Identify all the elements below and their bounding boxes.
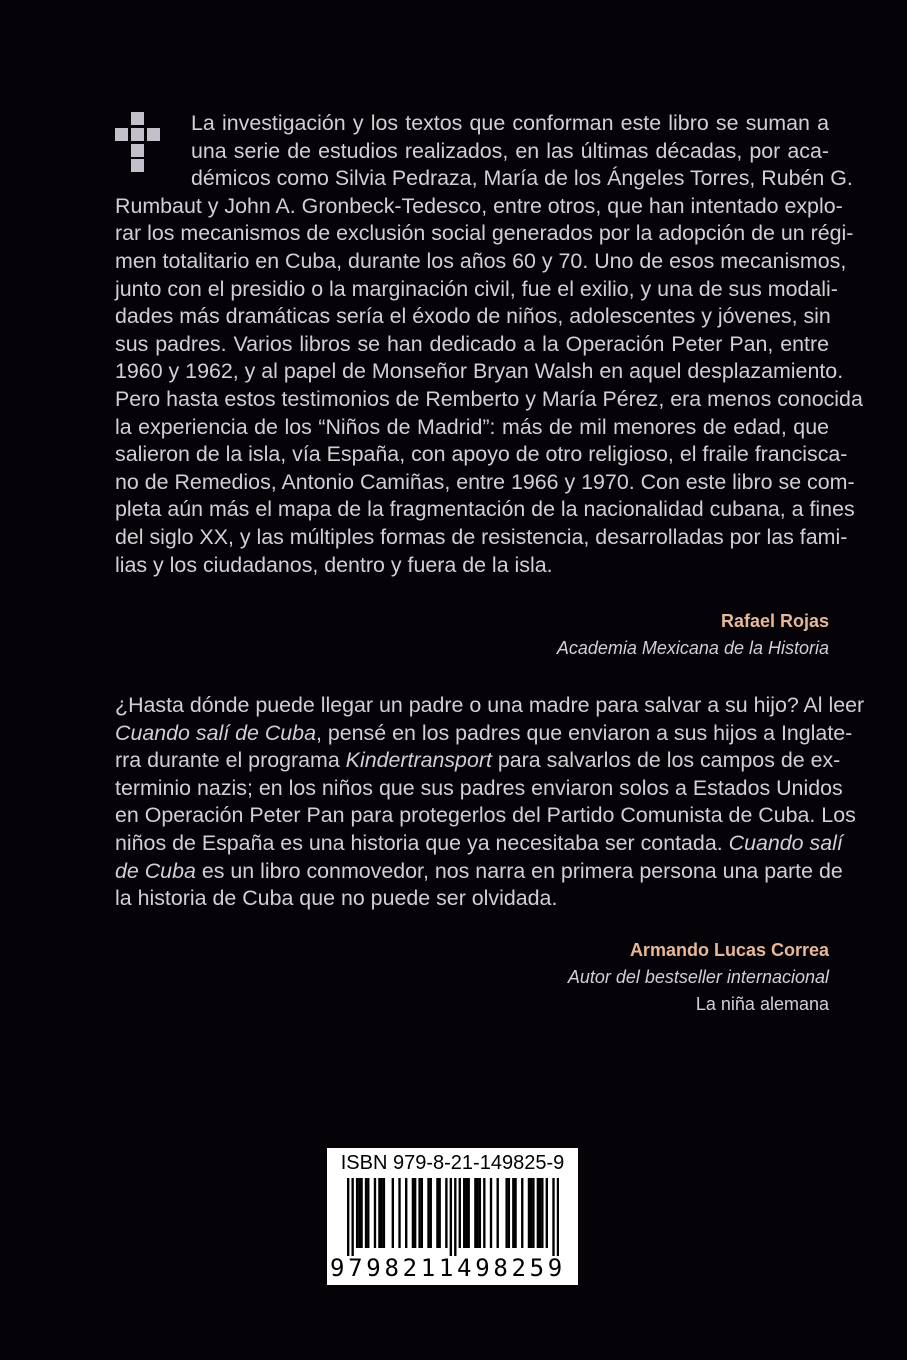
barcode-bar xyxy=(374,1178,376,1248)
barcode-bar xyxy=(508,1178,510,1248)
barcode-bar xyxy=(358,1178,360,1248)
quote-line: ¿Hasta dónde puede llegar un padre o una madre para salvar a su hijo? Al leer xyxy=(115,693,865,717)
barcode-bar xyxy=(445,1178,447,1248)
quote-line: lias y los ciudadanos, dentro y fuera de la isla. xyxy=(115,552,553,577)
barcode-bar xyxy=(405,1178,407,1248)
quote-line: salieron de la isla, vía España, con apoyo de otro religioso, el fraile franciscа- xyxy=(115,442,848,467)
quote-line: pleta aún más el mapa de la fragmentación de la nacionalidad cubana, a fines xyxy=(115,497,855,522)
quote-line: del siglo XX, y las múltiples formas de resistencia, desarrolladas por las fami- xyxy=(115,524,848,549)
barcode-bar xyxy=(365,1178,367,1248)
quote-line: una serie de estudios realizados, en las últimas décadas, por aca- xyxy=(191,138,829,163)
barcode-bar xyxy=(454,1178,456,1256)
attribution-rojas xyxy=(557,608,829,662)
barcode-bar xyxy=(427,1178,429,1248)
barcode-bar xyxy=(356,1178,358,1248)
quote-line: Pero hasta estos testimonios de Remberto y María Pérez, era menos conocida xyxy=(115,386,863,411)
quote-line: démicos como Silvia Pedraza, María de los Ángeles Torres, Rubén G. xyxy=(191,166,853,191)
barcode-bar xyxy=(367,1178,369,1248)
quote-line: terminio nazis; en los niños que sus padres enviaron solos a Estados Unidos xyxy=(115,775,843,800)
isbn-barcode xyxy=(327,1148,578,1285)
quote-line: rar los mecanismos de exclusión social generados por la adopción de un régi- xyxy=(115,221,854,246)
barcode-bar xyxy=(414,1178,416,1248)
barcode-bar xyxy=(539,1178,541,1248)
quote-line: la experiencia de los “Niños de Madrid”: más de mil menores de edad, que xyxy=(115,414,829,439)
barcode-bar xyxy=(490,1178,492,1248)
barcode-bar xyxy=(436,1178,438,1248)
quote-line: La investigación y los textos que conforman este libro se suman a xyxy=(191,111,829,135)
barcode-bar xyxy=(528,1178,530,1248)
quote-rojas xyxy=(115,110,863,579)
barcode-bar xyxy=(479,1178,481,1248)
barcode-digits: 9798211498259 xyxy=(330,1254,566,1282)
barcode-bar xyxy=(412,1178,414,1248)
author-role: Autor del bestseller internacional xyxy=(567,967,829,987)
barcode-bar xyxy=(521,1178,523,1248)
barcode-bar xyxy=(418,1178,420,1248)
barcode-bar xyxy=(514,1178,516,1248)
quote-line: de Cuba es un libro conmovedor, nos narra en primera persona una parte de xyxy=(115,858,843,883)
quote-line: en Operación Peter Pan para protegerlos del Partido Comunista de Cuba. Los xyxy=(115,803,856,828)
barcode-bar xyxy=(497,1178,499,1248)
isbn-label: ISBN 979-8-21-149825-9 xyxy=(340,1152,565,1174)
quote-line: Cuando salí de Cuba, pensé en los padres que enviaron a sus hijos a Inglate- xyxy=(115,720,853,745)
quote-line: la historia de Cuba que no puede ser olvidada. xyxy=(115,886,558,911)
author-name: Rafael Rojas xyxy=(720,611,829,631)
barcode-bar xyxy=(552,1178,554,1256)
quote-line: men totalitario en Cuba, durante los años 60 y 70. Uno de esos mecanismos, xyxy=(115,248,847,273)
quote-correa xyxy=(115,692,865,913)
barcode-bar xyxy=(450,1178,452,1256)
barcode-bar xyxy=(483,1178,485,1248)
quote-line: 1960 y 1962, y al papel de Monseñor Bryan Walsh en aquel desplazamiento. xyxy=(115,359,844,384)
barcode-bar xyxy=(541,1178,543,1248)
barcode-bar xyxy=(378,1178,380,1248)
barcode-bar xyxy=(465,1178,467,1248)
barcode-bar xyxy=(392,1178,394,1248)
barcode-bar xyxy=(512,1178,514,1248)
quote-line: Rumbaut y John A. Gronbeck-Tedesco, entre otros, que han intentado explo- xyxy=(115,193,843,218)
barcode-bar xyxy=(380,1178,382,1248)
barcode-bar xyxy=(468,1178,470,1248)
barcode-bars xyxy=(347,1178,559,1256)
barcode-bar xyxy=(546,1178,548,1248)
barcode-bar xyxy=(476,1178,478,1248)
barcode-bar xyxy=(398,1178,400,1248)
attribution-correa xyxy=(568,937,829,1018)
barcode-bar xyxy=(347,1178,349,1256)
barcode-bar xyxy=(438,1178,440,1248)
barcode-bar xyxy=(351,1178,353,1256)
quote-line: junto con el presidio o la marginación civil, fue el exilio, y una de sus modali- xyxy=(115,276,838,301)
barcode-bar xyxy=(383,1178,385,1248)
barcode-bar xyxy=(360,1178,362,1248)
barcode-bar xyxy=(537,1178,539,1248)
barcode-bar xyxy=(421,1178,423,1248)
barcode-bar xyxy=(463,1178,465,1248)
barcode-bar xyxy=(532,1178,534,1248)
barcode-bar xyxy=(430,1178,432,1248)
quote-line: dades más dramáticas sería el éxodo de niños, adolescentes y jóvenes, sin xyxy=(115,304,831,329)
book-title: La niña alemana xyxy=(695,994,829,1014)
quote-line: niños de España es una historia que ya necesitaba ser contada. Cuando salí xyxy=(115,830,843,855)
barcode-bar xyxy=(474,1178,476,1248)
barcode-bar xyxy=(530,1178,532,1248)
quote-line: sus padres. Varios libros se han dedicado a la Operación Peter Pan, entre xyxy=(115,331,829,356)
author-affiliation: Academia Mexicana de la Historia xyxy=(556,638,829,658)
barcode-bar xyxy=(505,1178,507,1248)
barcode-bar xyxy=(557,1178,559,1256)
quote-line: rra durante el programa Kindertransport para salvarlos de los campos de ex- xyxy=(115,748,841,773)
quote-line: no de Remedios, Antonio Camiñas, entre 1966 y 1970. Con este libro se com- xyxy=(115,469,855,494)
author-name: Armando Lucas Correa xyxy=(629,940,829,960)
barcode-bar xyxy=(459,1178,461,1248)
